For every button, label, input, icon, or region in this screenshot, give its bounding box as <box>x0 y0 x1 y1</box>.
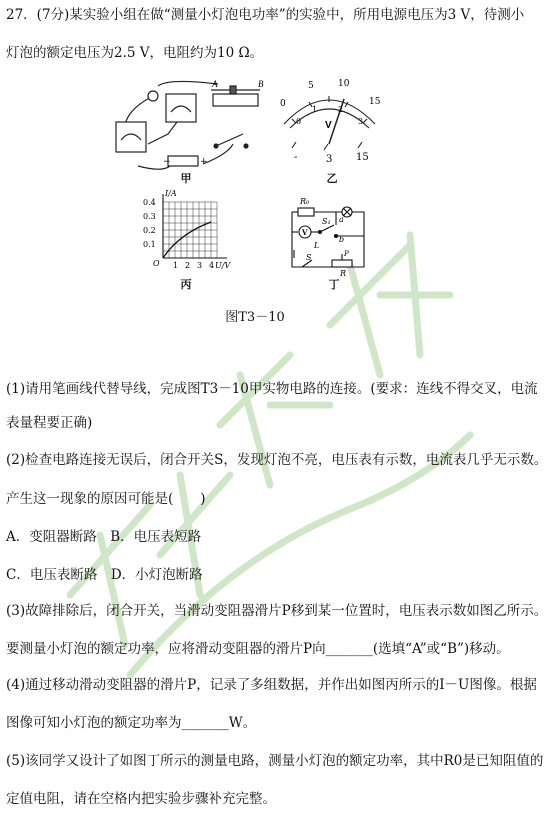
part4-line2: 图像可知小灯泡的额定功率为_______W。 <box>6 715 257 731</box>
figure-ding-label: 丁 <box>328 278 340 291</box>
circuit-s1-label: S₁ <box>322 217 331 226</box>
figure-caption: 图T3－10 <box>225 310 285 325</box>
meter-scale-bottom-0: 0 <box>296 117 302 126</box>
part5-line1: (5)该同学又设计了如图丁所示的测量电路，测量小灯泡的额定功率，其中R0是已知阻值的 <box>6 753 544 769</box>
graph-y-tick-01: 0.1 <box>143 240 156 249</box>
part2-line1: (2)检查电路连接无误后，闭合开关S，发现灯泡不亮，电压表有示数，电流表几乎无示数。 <box>6 452 547 468</box>
part5-line2: 定值电阻，请在空格内把实验步骤补充完整。 <box>6 791 276 807</box>
terminal-b-label: B <box>258 79 264 89</box>
graph-x-tick-1: 1 <box>173 261 179 270</box>
battery-plus-label: + <box>200 157 208 167</box>
circuit-r-label: R <box>340 269 347 278</box>
graph-x-tick-3: 3 <box>197 261 203 270</box>
meter-scale-bottom-1: 1 <box>312 105 318 114</box>
figure-bing-graph <box>143 188 243 276</box>
part1-line2: 表量程要正确) <box>6 415 93 431</box>
meter-scale-top-10: 10 <box>338 79 350 89</box>
circuit-p-label: P <box>344 250 349 258</box>
question-intro-line1: 27．(7分)某实验小组在做“测量小灯泡电功率”的实验中，所用电源电压为3 V，待测小 <box>6 7 525 23</box>
option-cd: C．电压表断路 D．小灯泡断路 <box>6 567 203 583</box>
graph-y-label: I/A <box>165 189 177 198</box>
part3-line2: 要测量小灯泡的额定功率，应将滑动变阻器的滑片P向_______(选填“A”或“B”)移动。 <box>6 641 510 657</box>
figure-yi-label: 乙 <box>326 172 338 185</box>
circuit-l-label: L <box>314 241 320 250</box>
graph-x-tick-2: 2 <box>185 261 191 270</box>
circuit-v-label: V <box>302 228 308 237</box>
graph-origin: O <box>153 259 160 268</box>
terminal-a-label: A <box>212 79 218 89</box>
battery-minus-label: − <box>163 157 171 167</box>
meter-scale-top-0: 0 <box>280 99 286 109</box>
part1-line1: (1)请用笔画线代替导线，完成图T3－10甲实物电路的连接。(要求：连线不得交叉，电流 <box>6 381 538 397</box>
meter-scale-bottom-3: 3 <box>358 117 364 126</box>
figure-ding-circuit <box>284 192 376 276</box>
meter-terminal-15: 15 <box>356 152 369 163</box>
part3-line1: (3)故障排除后，闭合开关，当滑动变阻器滑片P移到某一位置时，电压表示数如图乙所示。 <box>6 603 547 619</box>
graph-y-tick-03: 0.3 <box>143 212 156 221</box>
watermark-text: 初中物理 <box>30 160 95 179</box>
meter-terminal-3: 3 <box>326 154 333 165</box>
figure-bing-label: 丙 <box>180 278 192 291</box>
graph-x-tick-4: 4 <box>209 261 215 270</box>
meter-scale-bottom-2: 2 <box>338 105 344 114</box>
meter-terminal-minus: - <box>294 152 298 163</box>
meter-scale-top-5: 5 <box>308 81 314 91</box>
figure-jia-apparatus <box>108 74 268 184</box>
figure-jia-label: 甲 <box>180 172 192 185</box>
circuit-a-label: a <box>339 215 344 224</box>
figure-yi-voltmeter <box>272 76 387 166</box>
question-intro-line2: 灯泡的额定电压为2.5 V，电阻约为10 Ω。 <box>6 45 264 61</box>
graph-x-label: U/V <box>215 261 231 270</box>
circuit-b-label: b <box>339 235 345 244</box>
part4-line1: (4)通过移动滑动变阻器的滑片P，记录了多组数据，并作出如图丙所示的I－U图像。根据 <box>6 677 537 693</box>
circuit-s-label: S <box>306 253 312 262</box>
circuit-r0-label: R₀ <box>300 197 310 206</box>
meter-scale-top-15: 15 <box>369 97 381 107</box>
graph-y-tick-02: 0.2 <box>143 226 156 235</box>
option-ab: A．变阻器断路 B．电压表短路 <box>6 529 202 545</box>
part2-line2: 产生这一现象的原因可能是( ) <box>6 491 206 507</box>
graph-y-tick-04: 0.4 <box>143 198 156 207</box>
meter-unit: V <box>325 120 332 131</box>
